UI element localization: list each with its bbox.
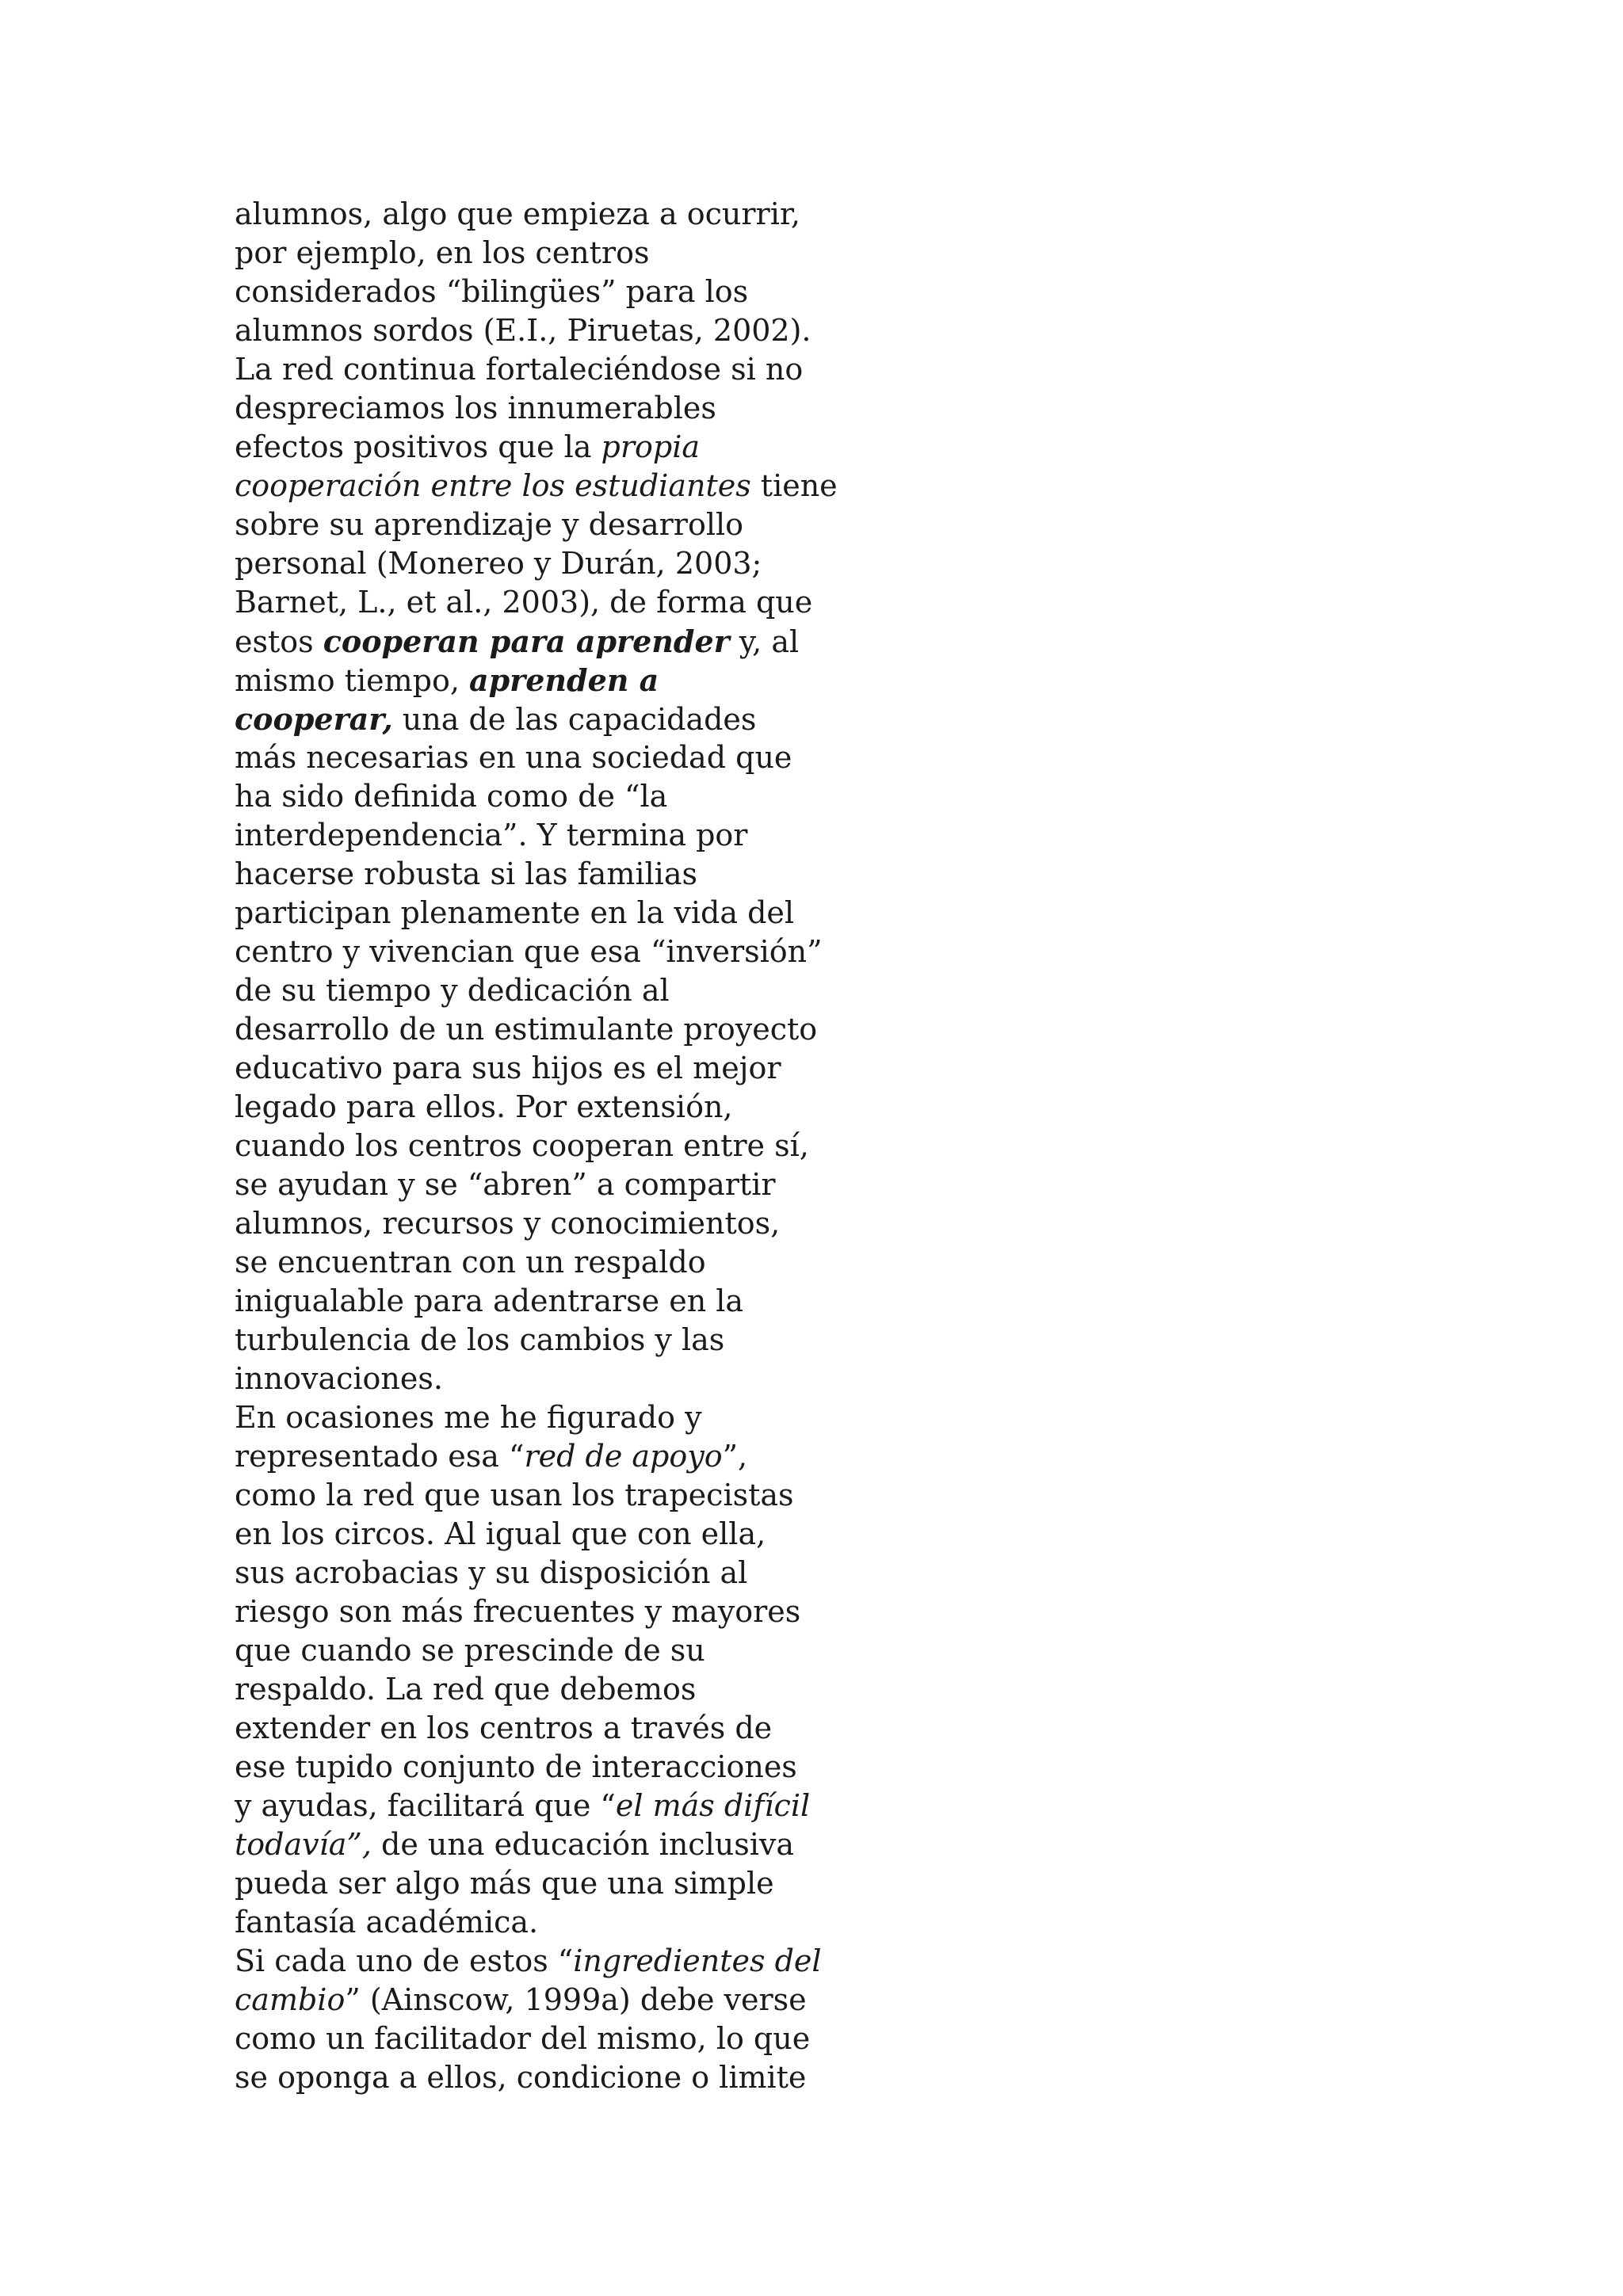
text-run: hacerse robusta si las familias [235,856,697,891]
text-line [235,311,869,350]
text-run: ha sido definida como de “la [235,779,668,814]
text-run: efectos positivos que la [235,429,601,464]
text-run: fantasía académica. [235,1905,539,1939]
text-line [235,2058,869,2097]
italic-text-run: red de apoyo [524,1439,723,1474]
text-run: En ocasiones me he figurado y [235,1400,702,1435]
text-line [235,1942,869,1981]
text-line [235,544,869,583]
text-line [235,700,869,738]
text-line [235,234,869,273]
text-run: alumnos, algo que empieza a ocurrir, [235,196,800,231]
text-run: en los circos. Al igual que con ella, [235,1516,766,1551]
text-line [235,2019,869,2058]
text-run: una de las capacidades [392,702,757,737]
text-run: turbulencia de los cambios y las [235,1322,725,1357]
text-run: se encuentran con un respaldo [235,1245,706,1280]
italic-text-run: todavía”, [235,1827,372,1862]
text-line [235,1243,869,1282]
text-run: riesgo son más frecuentes y mayores [235,1594,801,1629]
text-run: interdependencia”. Y termina por [235,818,748,852]
text-run: considerados “bilingües” para los [235,274,749,309]
text-run: como un facilitador del mismo, lo que [235,2021,811,2056]
text-line [235,505,869,544]
text-run: tiene [750,468,838,503]
italic-text-run: el más difícil [615,1788,811,1823]
text-run: extender en los centros a través de [235,1711,773,1745]
body-text [235,195,869,2097]
text-run: educativo para sus hijos es el mejor [235,1051,781,1085]
text-line [235,1670,869,1709]
text-run: cuando los centros cooperan entre sí, [235,1128,809,1163]
text-run: por ejemplo, en los centros [235,235,650,270]
text-run: ” (Ainscow, 1999a) debe verse [345,1982,807,2017]
text-run: despreciamos los innumerables [235,391,716,425]
text-line [235,583,869,622]
text-line [235,1864,869,1903]
text-run: representado esa “ [235,1439,525,1474]
text-line [235,1360,869,1398]
bold-italic-text-run: cooperar, [235,701,393,737]
text-run: se oponga a ellos, condicione o limite [235,2060,807,2095]
text-run: inigualable para adentrarse en la [235,1283,744,1318]
text-line [235,622,869,661]
text-run: de una educación inclusiva [371,1827,794,1862]
italic-text-run: propia [601,429,701,464]
italic-text-run: cooperación entre los estudiantes [235,468,751,503]
text-line [235,1321,869,1360]
text-run: alumnos sordos (E.I., Piruetas, 2002). [235,313,812,348]
text-run: ese tupido conjunto de interacciones [235,1749,797,1784]
text-run: que cuando se prescinde de su [235,1633,705,1668]
text-line [235,1476,869,1515]
text-run: se ayudan y se “abren” a compartir [235,1167,776,1202]
text-run: sobre su aprendizaje y desarrollo [235,507,744,542]
text-line [235,738,869,777]
text-run: pueda ser algo más que una simple [235,1866,774,1901]
text-line [235,661,869,700]
text-line [235,971,869,1010]
italic-text-run: ingredientes del [573,1943,822,1978]
text-run: y, al [729,624,800,659]
text-run: mismo tiempo, [235,663,469,698]
text-run: estos [235,624,323,659]
text-run: innovaciones. [235,1361,443,1396]
text-line [235,777,869,816]
text-line [235,1204,869,1243]
text-line [235,428,869,467]
text-run: centro y vivencian que esa “inversión” [235,934,823,969]
text-line [235,1010,869,1049]
text-line [235,855,869,894]
text-line [235,1437,869,1476]
text-line [235,195,869,234]
bold-italic-text-run: cooperan para aprender [323,624,730,659]
text-line [235,1825,869,1864]
text-run: ”, [722,1439,748,1474]
text-line [235,1554,869,1592]
text-run: La red continua fortaleciéndose si no [235,352,804,387]
text-line [235,1088,869,1127]
text-run: Barnet, L., et al., 2003), de forma que [235,585,813,620]
text-run: Si cada uno de estos “ [235,1943,574,1978]
text-line [235,894,869,933]
text-run: legado para ellos. Por extensión, [235,1089,733,1124]
text-run: respaldo. La red que debemos [235,1672,697,1707]
text-run: más necesarias en una sociedad que [235,740,792,775]
text-run: alumnos, recursos y conocimientos, [235,1206,781,1241]
text-run: personal (Monereo y Durán, 2003; [235,546,762,581]
text-line [235,1398,869,1437]
text-line [235,1592,869,1631]
text-line [235,1127,869,1165]
text-run: como la red que usan los trapecistas [235,1478,794,1512]
italic-text-run: cambio [235,1982,346,2017]
text-line [235,1903,869,1942]
text-run: y ayudas, facilitará que “ [235,1788,616,1823]
text-line [235,1515,869,1554]
text-line [235,1709,869,1748]
text-line [235,389,869,428]
text-line [235,467,869,505]
text-line [235,1282,869,1321]
text-line [235,1165,869,1204]
text-line [235,273,869,311]
text-line [235,1981,869,2019]
text-run: participan plenamente en la vida del [235,895,795,930]
text-run: de su tiempo y dedicación al [235,973,670,1008]
text-line [235,933,869,971]
bold-italic-text-run: aprenden a [468,662,659,698]
text-run: desarrollo de un estimulante proyecto [235,1012,818,1047]
text-line [235,1049,869,1088]
text-line [235,1748,869,1787]
text-line [235,816,869,855]
text-run: sus acrobacias y su disposición al [235,1555,748,1590]
text-line [235,1631,869,1670]
text-line [235,1787,869,1825]
text-line [235,350,869,389]
